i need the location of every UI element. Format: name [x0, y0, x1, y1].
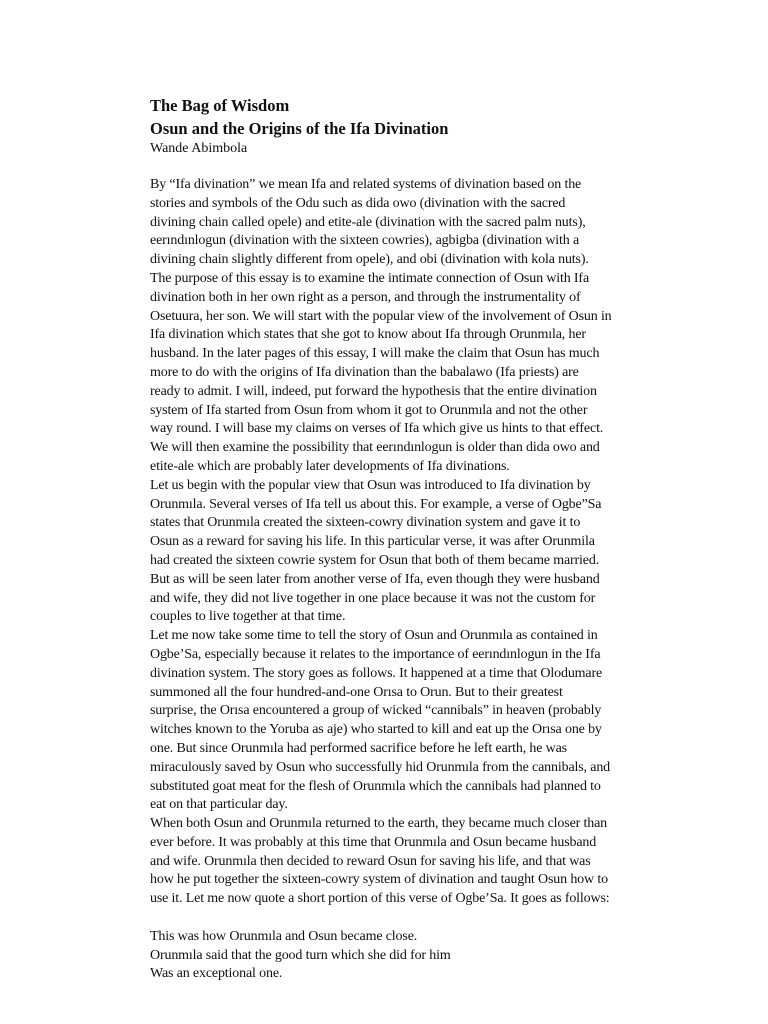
text-line: how he put together the sixteen-cowry system of divination and taught Osun how to: [150, 872, 608, 888]
text-line: husband. In the later pages of this essay, I will make the claim that Osun has much: [150, 346, 600, 362]
document-author: Wande Abimbola: [150, 141, 248, 156]
text-line: divining chain called opele) and etite-ale (divination with the sacred palm nuts),: [150, 214, 586, 230]
text-line: stories and symbols of the Odu such as dida owo (divination with the sacred: [150, 195, 566, 211]
text-line: couples to live together at that time.: [150, 609, 346, 625]
text-line: We will then examine the possibility that eerındınlogun is older than dida owo and: [150, 440, 600, 456]
text-line: But as will be seen later from another verse of Ifa, even though they were husband: [150, 571, 600, 587]
verse-line: This was how Orunmıla and Osun became close.: [150, 928, 418, 944]
text-line: summoned all the four hundred-and-one Orısa to Orun. But to their greatest: [150, 684, 563, 700]
text-line: eerındınlogun (divination with the sixteen cowries), agbigba (divination with a: [150, 233, 580, 249]
text-line: surprise, the Orısa encountered a group of wicked “cannibals” in heaven (probably: [150, 703, 602, 719]
document-body: [150, 176, 670, 984]
document-subtitle: Osun and the Origins of the Ifa Divination: [150, 119, 449, 138]
quoted-verse: [150, 928, 670, 984]
text-line: The purpose of this essay is to examine the intimate connection of Osun with Ifa: [150, 270, 590, 286]
text-line: ready to admit. I will, indeed, put forward the hypothesis that the entire divination: [150, 383, 597, 399]
text-line: etite-ale which are probably later developments of Ifa divinations.: [150, 458, 510, 474]
text-line: had created the sixteen cowrie system for Osun that both of them became married.: [150, 552, 600, 568]
text-line: Ifa divination which states that she got to know about Ifa through Orunmıla, her: [150, 327, 586, 343]
body-paragraph: [150, 627, 670, 815]
text-line: ever before. It was probably at this time that Orunmıla and Osun became husband: [150, 834, 597, 850]
text-line: system of Ifa started from Osun from whom it got to Orunmıla and not the other: [150, 402, 588, 418]
text-line: miraculously saved by Osun who successfully hid Orunmıla from the cannibals, and: [150, 759, 611, 775]
text-line: Ogbe’Sa, especially because it relates to the importance of eerındınlogun in the Ifa: [150, 646, 601, 662]
text-line: divination both in her own right as a person, and through the instrumentality of: [150, 289, 581, 305]
text-line: and wife, they did not live together in one place because it was not the custom for: [150, 590, 596, 606]
text-line: witches known to the Yoruba as aje) who started to kill and eat up the Orısa one by: [150, 722, 602, 738]
body-paragraph: [150, 176, 670, 477]
text-line: use it. Let me now quote a short portion of this verse of Ogbe’Sa. It goes as follows:: [150, 891, 610, 907]
text-line: Let us begin with the popular view that Osun was introduced to Ifa divination by: [150, 477, 591, 493]
text-line: Osun as a reward for saving his life. In this particular verse, it was after Orunmila: [150, 534, 595, 550]
document-title: The Bag of Wisdom: [150, 96, 290, 115]
body-paragraph: [150, 815, 670, 909]
body-paragraphs: [150, 176, 670, 909]
text-line: one. But since Orunmıla had performed sacrifice before he left earth, he was: [150, 740, 567, 756]
text-line: substituted goat meat for the flesh of Orunmıla which the cannibals had planned to: [150, 778, 601, 794]
document-page: [150, 94, 670, 984]
text-line: eat on that particular day.: [150, 797, 288, 813]
verse-line: Was an exceptional one.: [150, 966, 283, 982]
text-line: divining chain slightly different from opele), and obi (divination with kola nuts).: [150, 252, 589, 268]
text-line: more to do with the origins of Ifa divination than the babalawo (Ifa priests) are: [150, 364, 579, 380]
text-line: Let me now take some time to tell the story of Osun and Orunmıla as contained in: [150, 628, 598, 644]
text-line: By “Ifa divination” we mean Ifa and related systems of divination based on the: [150, 177, 582, 192]
text-line: and wife. Orunmıla then decided to reward Osun for saving his life, and that was: [150, 853, 591, 869]
body-paragraph: [150, 477, 670, 627]
text-line: Orunmıla. Several verses of Ifa tell us about this. For example, a verse of Ogbe”Sa: [150, 496, 602, 512]
text-line: When both Osun and Orunmıla returned to the earth, they became much closer than: [150, 816, 607, 832]
text-line: states that Orunmıla created the sixteen-cowry divination system and gave it to: [150, 515, 581, 531]
text-line: divination system. The story goes as follows. It happened at a time that Olodumare: [150, 665, 603, 681]
verse-line: Orunmıla said that the good turn which she did for him: [150, 947, 451, 963]
text-line: way round. I will base my claims on verses of Ifa which give us hints to that effect.: [150, 421, 604, 437]
text-line: Osetuura, her son. We will start with the popular view of the involvement of Osun in: [150, 308, 612, 324]
quote-spacer: [150, 909, 670, 928]
